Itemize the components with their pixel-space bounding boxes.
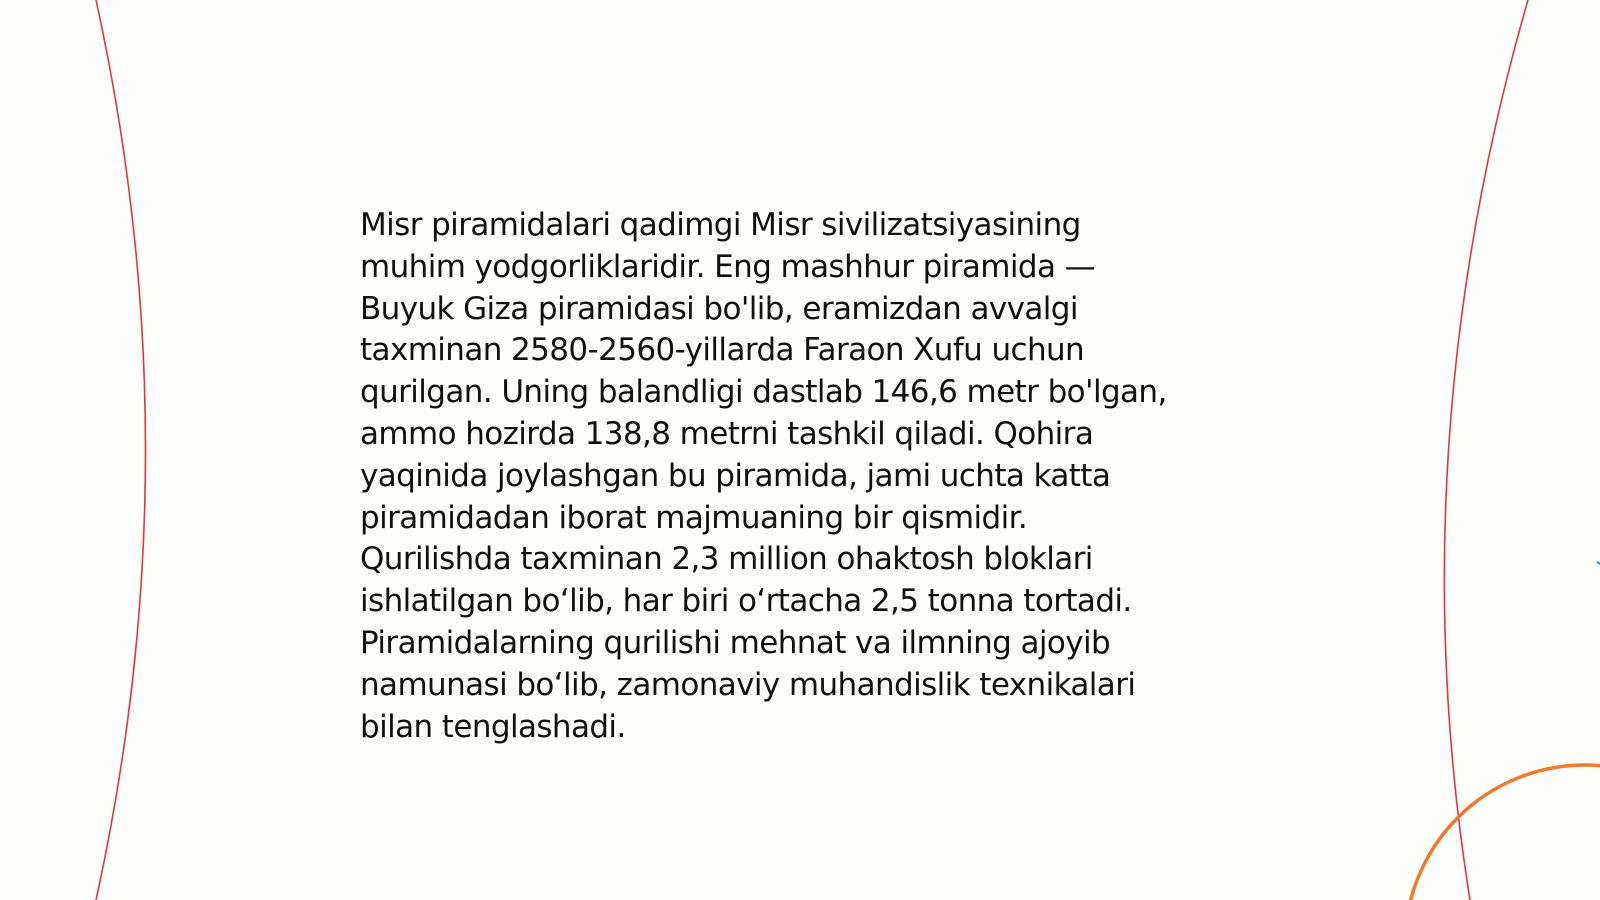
paragraph-line: qurilgan. Uning balandligi dastlab 146,6 metr bo'lgan, [360, 374, 1167, 411]
right-red-curve [1444, 0, 1528, 900]
paragraph-line: Qurilishda taxminan 2,3 million ohaktosh bloklari [360, 541, 1093, 578]
body-paragraph [360, 205, 1260, 748]
paragraph-line: muhim yodgorliklaridir. Eng mashhur piramida — [360, 248, 1096, 285]
paragraph-line: ammo hozirda 138,8 metrni tashkil qiladi. Qohira [360, 415, 1094, 452]
paragraph-line: yaqinida joylashgan bu piramida, jami uchta katta [360, 457, 1111, 494]
orange-circle-arc [1405, 765, 1600, 900]
paragraph-line: Piramidalarning qurilishi mehnat va ilmning ajoyib [360, 624, 1111, 661]
paragraph-line: Buyuk Giza piramidasi bo'lib, eramizdan avvalgi [360, 290, 1078, 327]
paragraph-line: piramidadan iborat majmuaning bir qismidir. [360, 499, 1028, 536]
paragraph-line: namunasi bo‘lib, zamonaviy muhandislik texnikalari [360, 666, 1136, 703]
paragraph-line: taxminan 2580-2560-yillarda Faraon Xufu uchun [360, 332, 1085, 369]
paragraph-line: ishlatilgan bo‘lib, har biri o‘rtacha 2,5 tonna tortadi. [360, 583, 1132, 620]
left-red-curve [96, 0, 146, 900]
paragraph-line: Misr piramidalari qadimgi Misr sivilizatsiyasining [360, 207, 1081, 243]
paragraph-line: bilan tenglashadi. [360, 708, 626, 745]
